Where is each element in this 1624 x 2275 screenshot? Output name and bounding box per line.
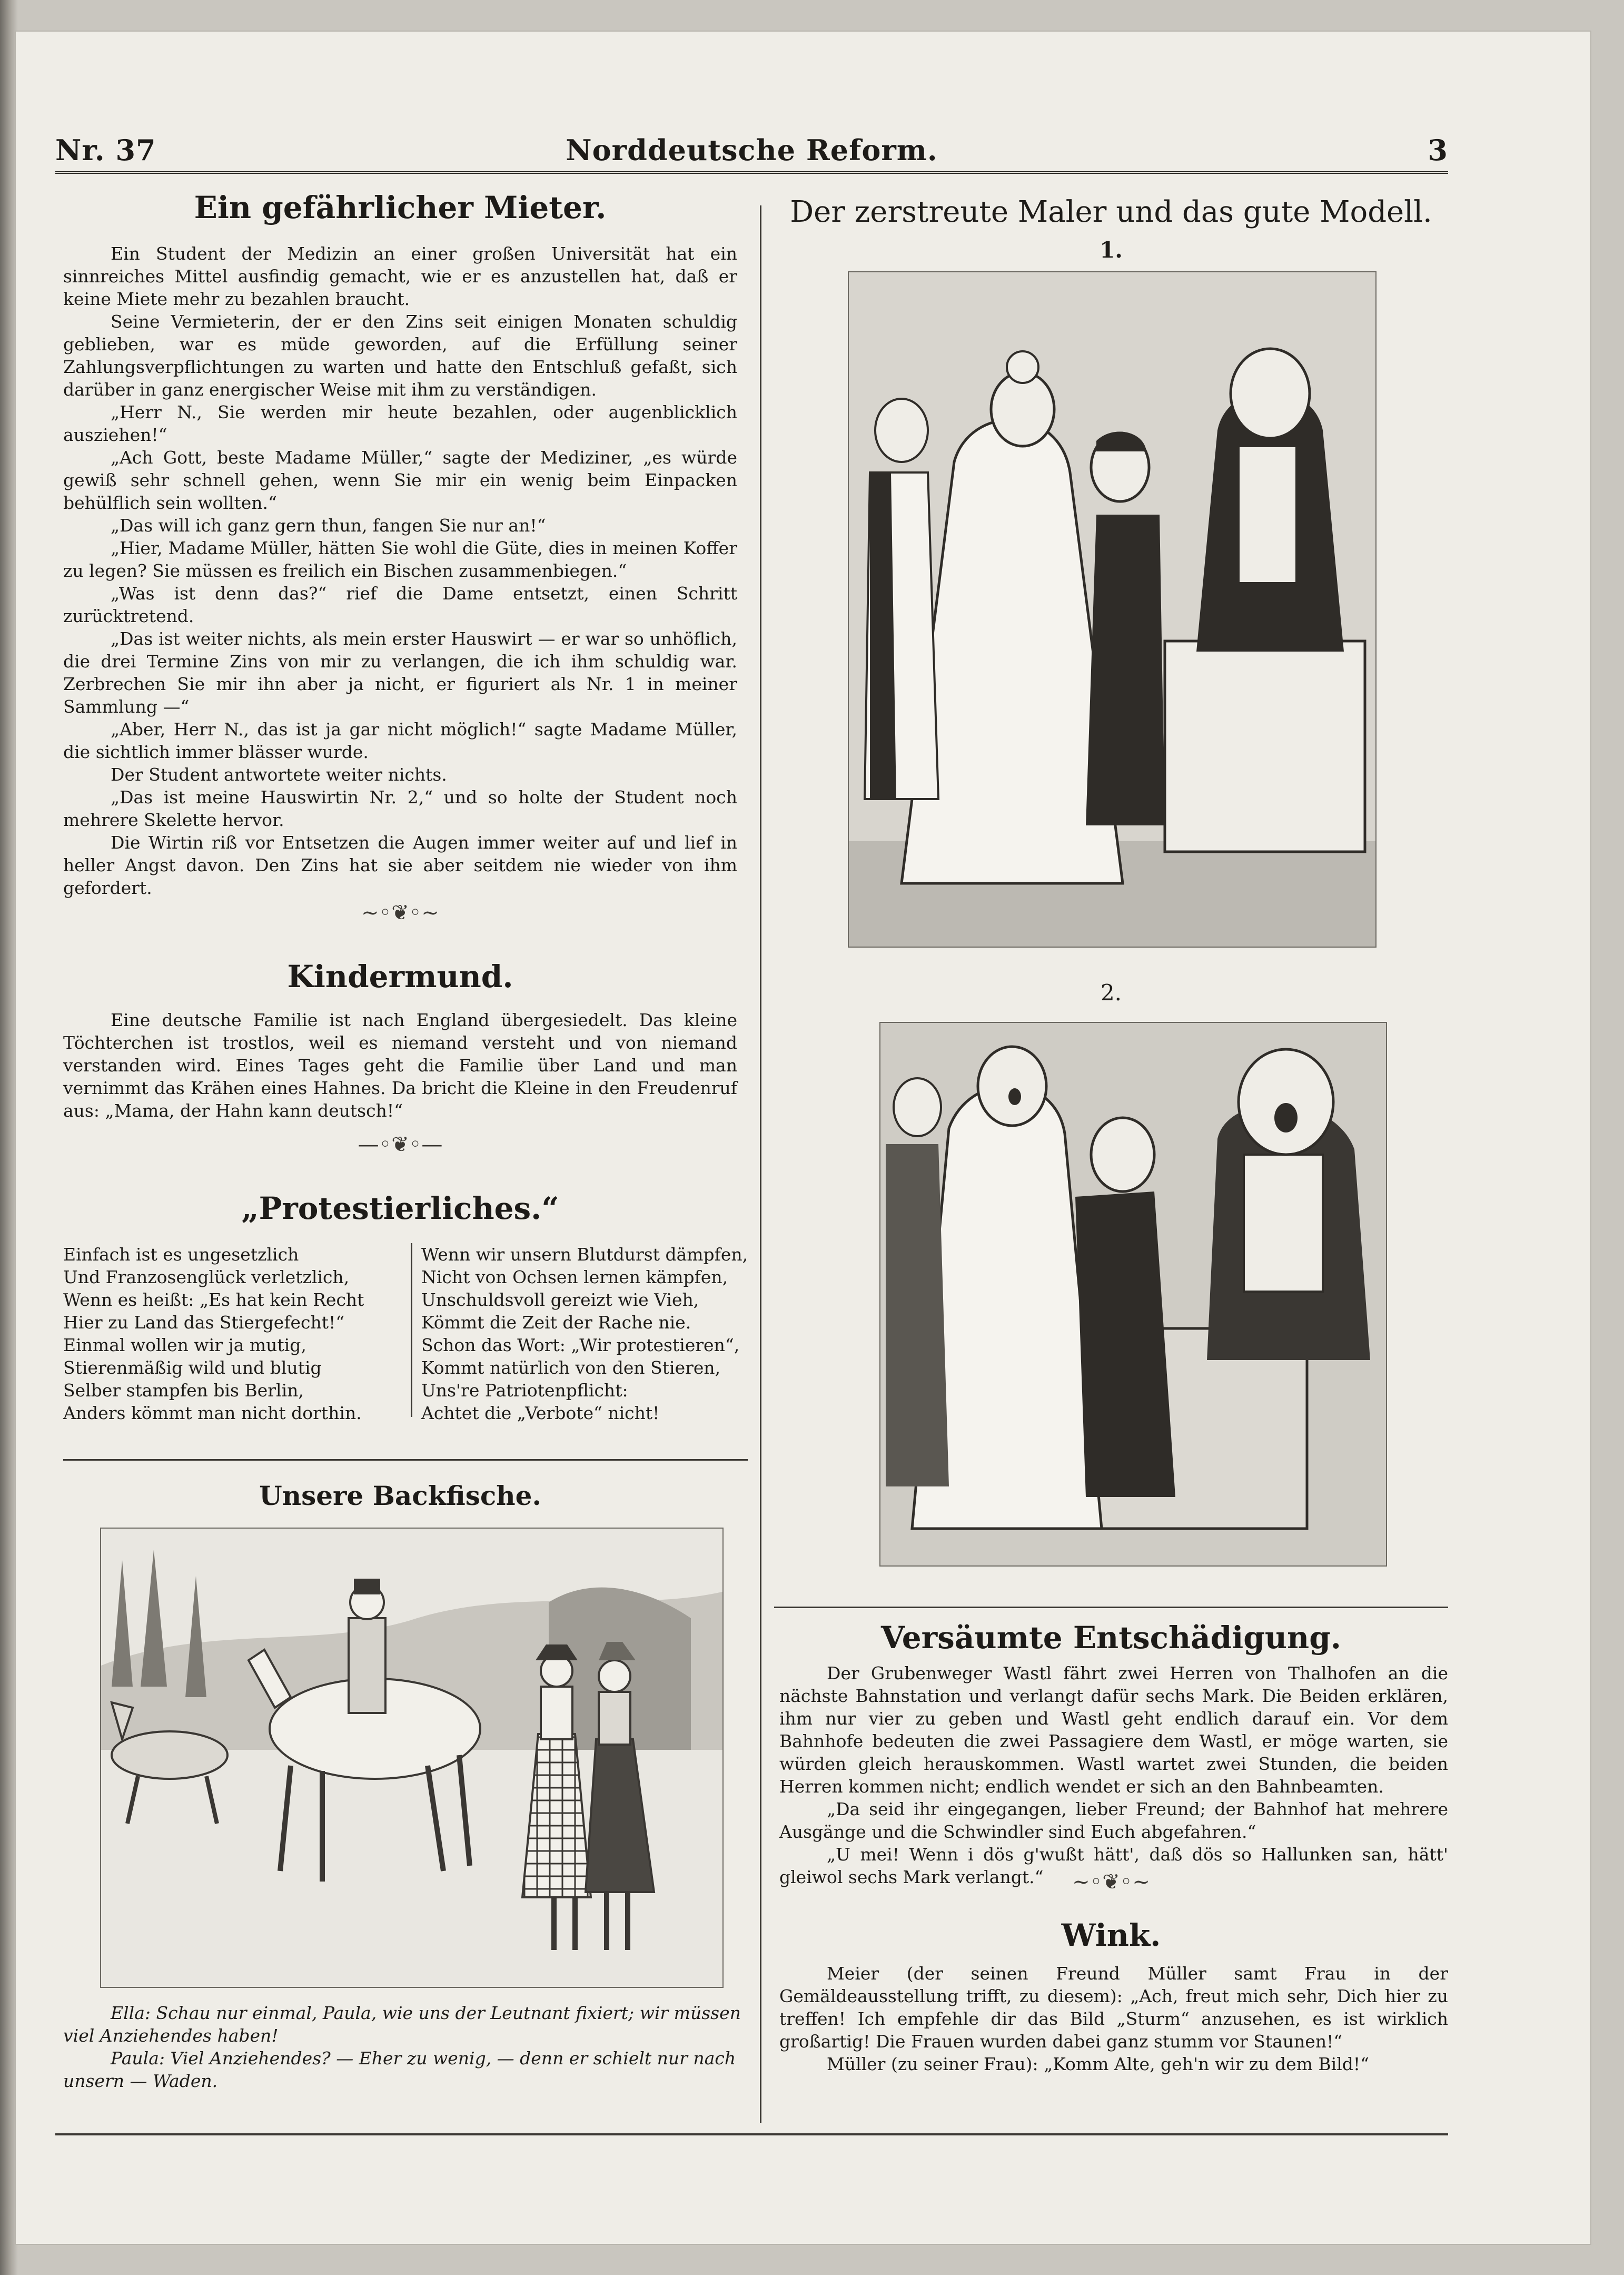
ornament-divider: ~◦❦◦~ (1072, 1870, 1150, 1894)
poem-line: Schon das Wort: „Wir protestieren“, (421, 1335, 740, 1355)
poem-line: Wenn es heißt: „Es hat kein Recht (63, 1289, 364, 1310)
column-divider (760, 205, 761, 2123)
caption-line: Ella: Schau nur einmal, Paula, wie uns der Leutnant fixiert; wir müssen viel Anziehendes haben! (63, 2003, 741, 2046)
panel-number-1: 1. (1100, 237, 1123, 263)
binding-spine (0, 0, 18, 2275)
poem-line: Nicht von Ochsen lernen kämpfen, (421, 1267, 728, 1287)
panel-number-2: 2. (1100, 980, 1122, 1006)
poem-right-stanza (421, 1243, 758, 1424)
poem-line: Unschuldsvoll gereizt wie Vieh, (421, 1289, 699, 1310)
masthead-title: Norddeutsche Reform. (566, 133, 938, 167)
newspaper-page (16, 32, 1590, 2244)
illustration-backfische (100, 1528, 724, 1988)
poem-line: Einmal wollen wir ja mutig, (63, 1335, 306, 1355)
poem-line: Und Franzosenglück verletzlich, (63, 1267, 350, 1287)
cartoon-scene-1 (849, 272, 1375, 947)
poem-line: Anders kömmt man nicht dorthin. (63, 1403, 362, 1423)
poem-line: Stierenmäßig wild und blutig (63, 1357, 322, 1378)
paragraph: Seine Vermieterin, der er den Zins seit einigen Monaten schuldig geblieben, war es müde geworden, auf die Erfüllung seiner Zahlungsverpflichtungen zu warten und hatte den Entschluß gefaßt, sich darüber in ganz energischer Weise mit ihm zu verständigen. (63, 311, 737, 400)
paragraph: „U mei! Wenn i dös g'wußt hätt', daß dös so Hallunken san, hätt' gleiwol sechs Mark verlangt.“ (779, 1844, 1448, 1887)
paragraph: Ein Student der Medizin an einer großen Universität hat ein sinnreiches Mittel ausfindig gemacht, wie er es anzustellen hat, daß er keine Miete mehr zu bezahlen braucht. (63, 243, 737, 309)
article-body-wink (779, 1962, 1448, 2075)
illustration-panel-1 (848, 271, 1377, 948)
paragraph: Die Wirtin riß vor Entsetzen die Augen immer weiter auf und lief in heller Angst davon. Den Zins hat sie aber seitdem nie wieder von ihm gefordert. (63, 832, 737, 898)
poem-line: Achtet die „Verbote“ nicht! (421, 1403, 660, 1423)
paragraph: „Da seid ihr eingegangen, lieber Freund; der Bahnhof hat mehrere Ausgänge und die Schwindler sind Euch abgefahren.“ (779, 1799, 1448, 1842)
article-title-wink: Wink. (1061, 1917, 1161, 1953)
paragraph: „Das ist weiter nichts, als mein erster Hauswirt — er war so unhöflich, die drei Termine Zins von mir zu verlangen, die ich ihm schuldig war. Zerbrechen Sie mir ihn aber ja nicht, er figuriert als Nr. 1 in meiner Sammlung —“ (63, 628, 737, 717)
article-title-kindermund: Kindermund. (287, 959, 513, 994)
paragraph: Müller (zu seiner Frau): „Komm Alte, geh'n wir zu dem Bild!“ (827, 2054, 1370, 2074)
paragraph: „Das ist meine Hauswirtin Nr. 2,“ und so holte der Student noch mehrere Skelette hervor. (63, 787, 737, 830)
paragraph: Der Grubenweger Wastl fährt zwei Herren von Thalhofen an die nächste Bahnstation und verlangt dafür sechs Mark. Die Beiden erklären, ihm nur vier zu geben und Wastl geht endlich darauf ein. Vor dem Bahnhofe bedeuten die zwei Passagiere dem Wastl, er möge warten, sie würden gleich herauskommen. Wastl wartet zwei Stunden, die beiden Herren kommen nicht; endlich wendet er sich an den Bahnbeamten. (779, 1663, 1448, 1797)
cartoon-scene-2 (880, 1023, 1386, 1565)
page-bottom-rule (55, 2133, 1448, 2135)
poem-line: Hier zu Land das Stiergefecht!“ (63, 1312, 345, 1333)
poem-line: Einfach ist es ungesetzlich (63, 1244, 299, 1265)
caption-line: Paula: Viel Anziehendes? — Eher zu wenig, — denn er schielt nur nach unsern — Waden. (63, 2048, 736, 2091)
article-title-backfische: Unsere Backfische. (259, 1480, 541, 1511)
paragraph: Meier (der seinen Freund Müller samt Frau in der Gemäldeausstellung trifft, zu diesem): „Ach, freut mich sehr, Dich hier zu treffen! Ich empfehle dir das Bild „Sturm“ anzusehen, es ist wirklich großartig! Die Frauen wurden dabei ganz stumm vor Staunen!“ (779, 1963, 1448, 2052)
paragraph: „Hier, Madame Müller, hätten Sie wohl die Güte, dies in meinen Koffer zu legen? Sie müssen es freilich ein Bischen zusammenbiegen.“ (63, 538, 737, 581)
ornament-divider: ~◦❦◦~ (361, 901, 439, 925)
page-number: 3 (1428, 133, 1448, 167)
article-title-mieter: Ein gefährlicher Mieter. (194, 190, 607, 225)
illustration-rider-and-girls (101, 1529, 722, 1987)
poem-line: Uns're Patriotenpflicht: (421, 1380, 628, 1401)
paragraph: „Was ist denn das?“ rief die Dame entsetzt, einen Schritt zurücktretend. (63, 583, 737, 626)
poem-line: Kommt natürlich von den Stieren, (421, 1357, 721, 1378)
cartoon-title-maler: Der zerstreute Maler und das gute Modell. (790, 195, 1432, 229)
article-title-entschaedigung: Versäumte Entschädigung. (881, 1620, 1341, 1656)
illustration-panel-2 (879, 1022, 1387, 1567)
page-header (55, 129, 1448, 174)
poem-line: Kömmt die Zeit der Rache nie. (421, 1312, 691, 1333)
paragraph: „Ach Gott, beste Madame Müller,“ sagte der Mediziner, „es würde gewiß sehr schnell gehen, wenn Sie mir ein wenig beim Einpacken behülflich sein wollten.“ (63, 447, 737, 513)
paragraph: „Das will ich ganz gern thun, fangen Sie nur an!“ (111, 515, 546, 536)
article-body-mieter (63, 242, 737, 899)
article-body-entschaedigung (779, 1662, 1448, 1888)
section-rule (774, 1607, 1448, 1608)
paragraph: „Aber, Herr N., das ist ja gar nicht möglich!“ sagte Madame Müller, die sichtlich immer blässer wurde. (63, 719, 737, 762)
ornament-divider: —◦❦◦— (358, 1132, 443, 1157)
paragraph: Eine deutsche Familie ist nach England übergesiedelt. Das kleine Töchterchen ist trostlos, weil es niemand versteht und von niemand verstanden wird. Eines Tages geht die Familie über Land und man vernimmt das Krähen eines Hahnes. Da bricht die Kleine in den Freudenruf aus: „Mama, der Hahn kann deutsch!“ (63, 1010, 737, 1121)
poem-left-stanza (63, 1243, 400, 1424)
poem-line: Selber stampfen bis Berlin, (63, 1380, 304, 1401)
paragraph: Der Student antwortete weiter nichts. (111, 764, 447, 785)
caption-backfische (63, 2002, 748, 2092)
paragraph: „Herr N., Sie werden mir heute bezahlen, oder augenblicklich ausziehen!“ (63, 402, 737, 445)
article-body-kindermund (63, 1009, 737, 1122)
section-rule (63, 1459, 748, 1461)
issue-number: Nr. 37 (55, 133, 156, 167)
poem-title: „Protestierliches.“ (241, 1190, 559, 1226)
poem-line: Wenn wir unsern Blutdurst dämpfen, (421, 1244, 748, 1265)
poem-divider (411, 1243, 412, 1417)
